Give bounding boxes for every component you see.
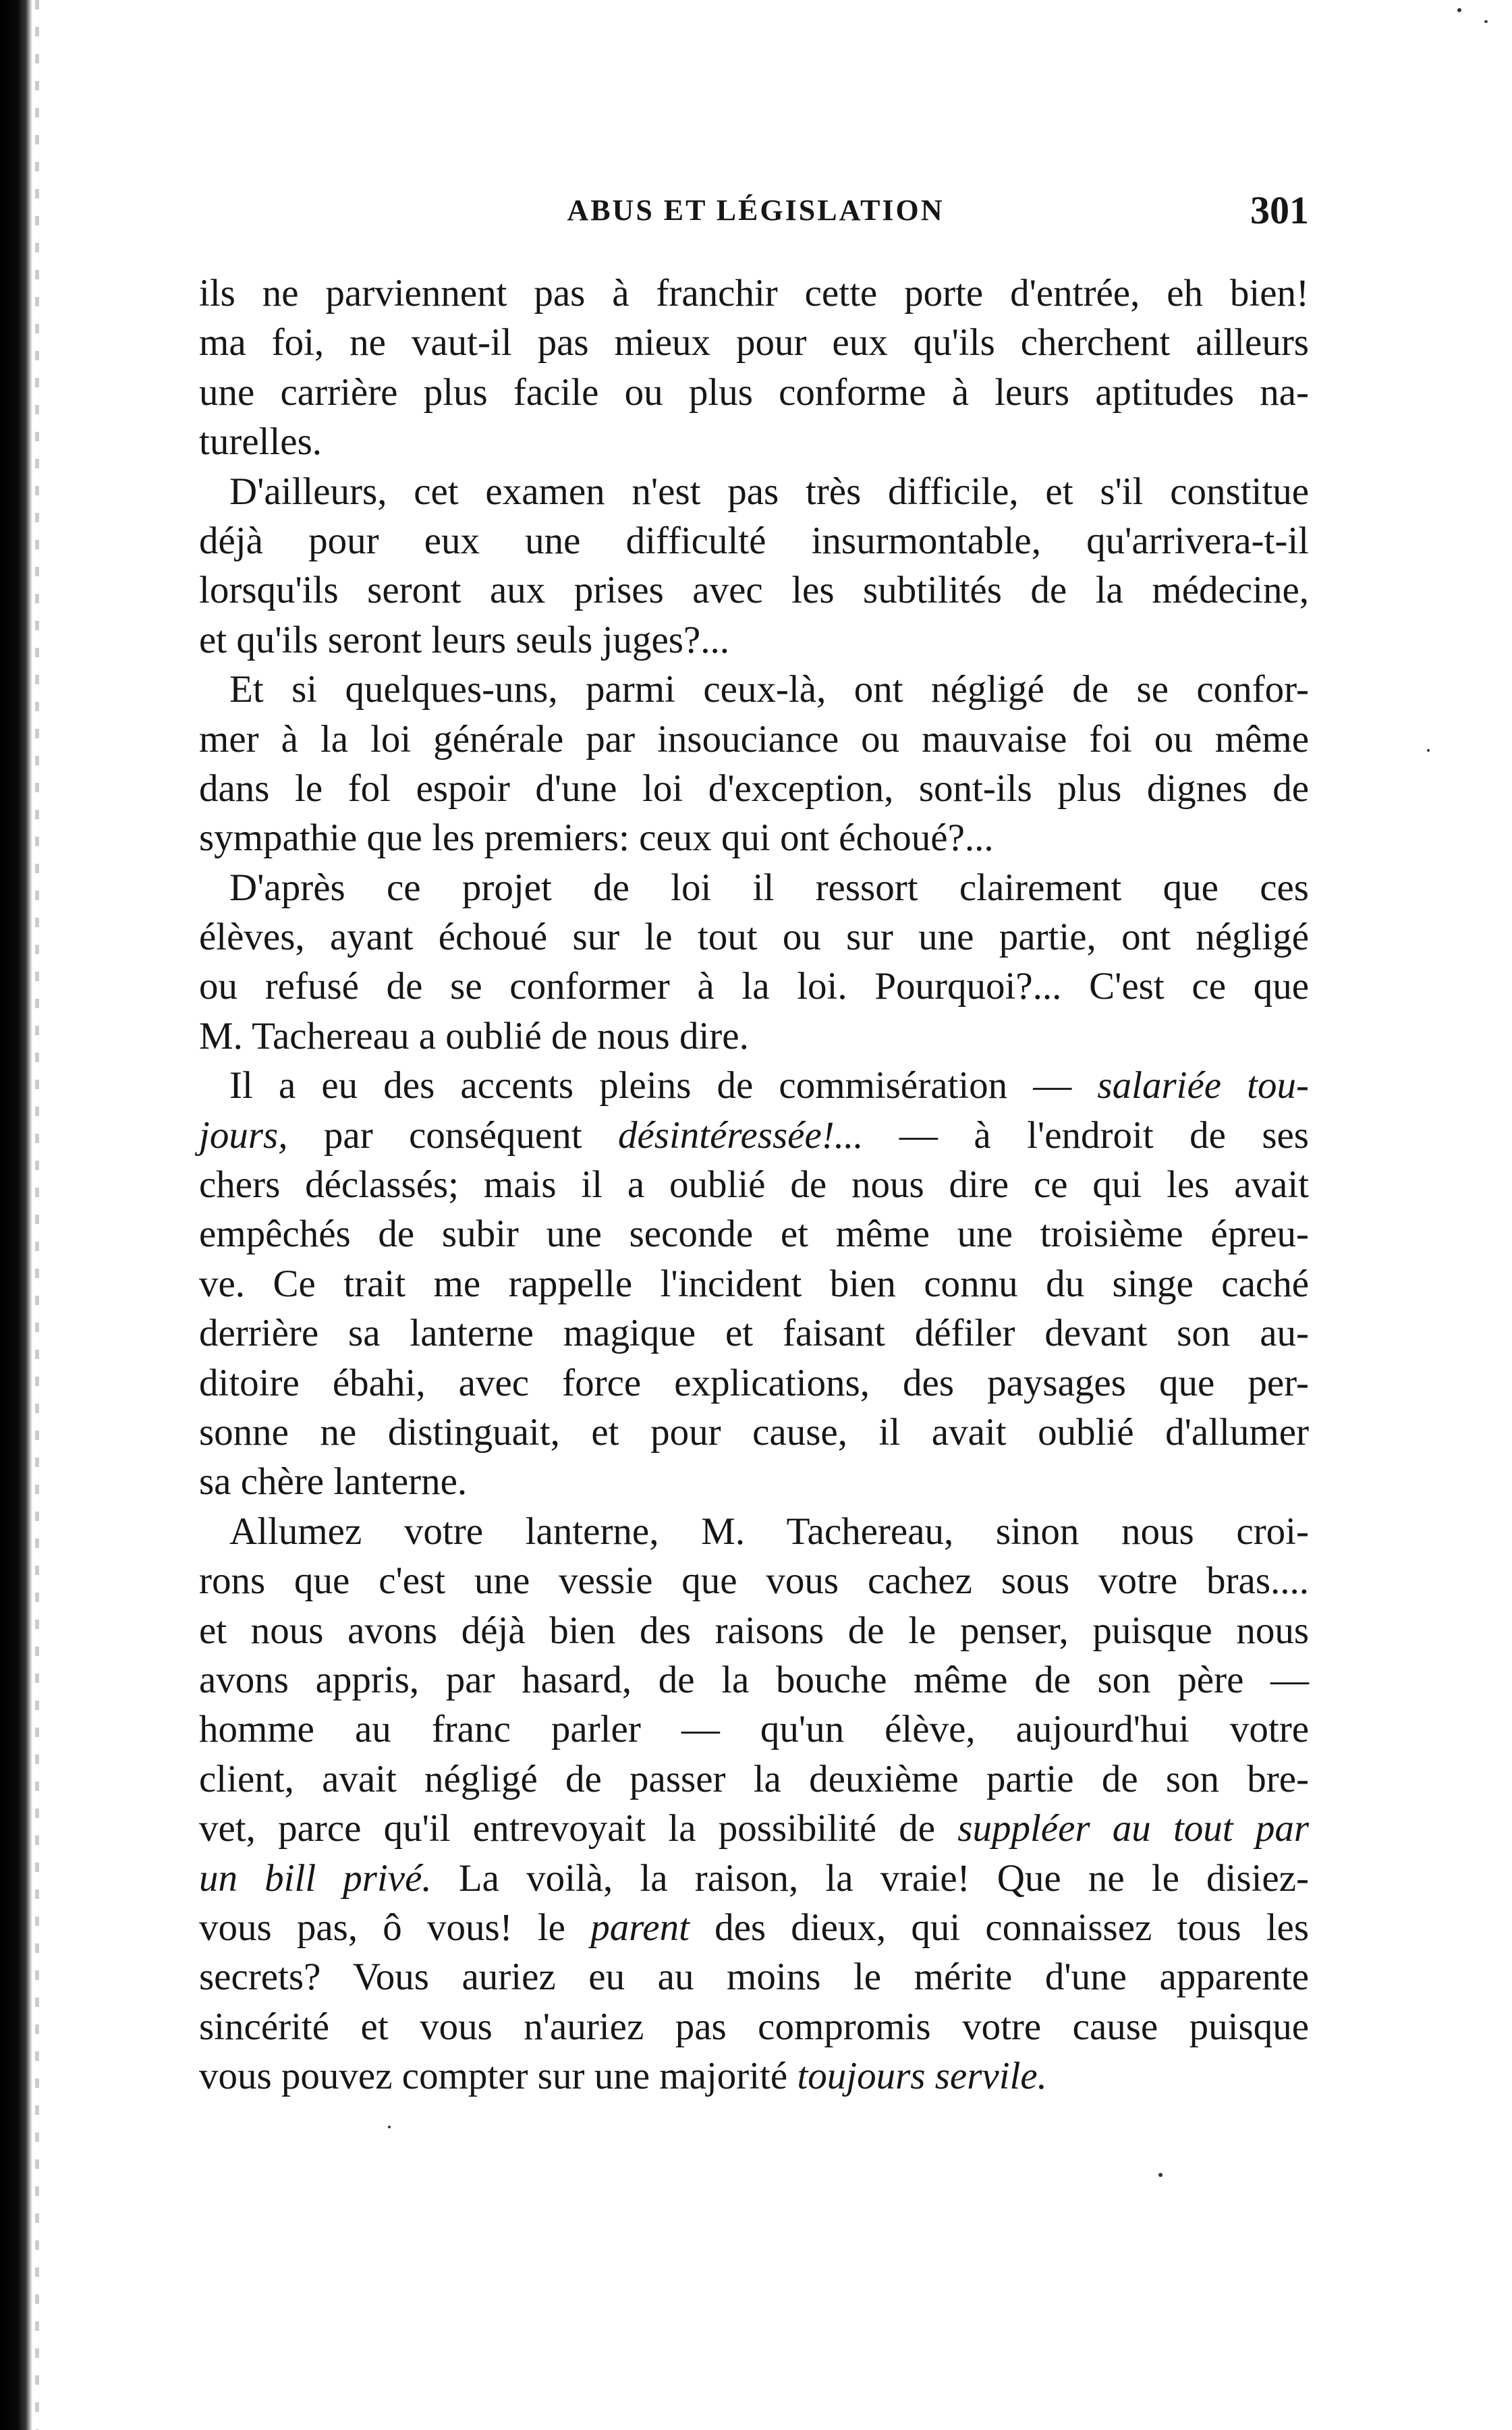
text-run: vous pouvez compter sur une majorité bbox=[199, 2055, 788, 2098]
italic-run: parent bbox=[590, 1906, 690, 1949]
text-line: sympathie que les premiers: ceux qui ont échoué?... bbox=[199, 817, 994, 860]
text-line: sincérité et vous n'auriez pas compromis votre cause puisque bbox=[199, 2005, 1309, 2048]
text-line: empêchés de subir une seconde et même une troisième épreu- bbox=[199, 1213, 1309, 1256]
scan-speck bbox=[1427, 749, 1430, 752]
text-line: avons appris, par hasard, de la bouche même de son père — bbox=[199, 1658, 1309, 1701]
running-title: ABUS ET LÉGISLATION bbox=[567, 194, 945, 227]
italic-run: un bill privé. bbox=[199, 1856, 432, 1900]
text-line bbox=[199, 2051, 1309, 2101]
book-binding-edge bbox=[0, 0, 32, 2430]
italic-run: salariée tou- bbox=[1097, 1064, 1309, 1107]
text-line: ou refusé de se conformer à la loi. Pourquoi?... C'est ce que bbox=[199, 965, 1309, 1008]
text-line: Et si quelques-uns, parmi ceux-là, ont négligé de se confor- bbox=[229, 668, 1309, 711]
text-line: chers déclassés; mais il a oublié de nous dire ce qui les avait bbox=[199, 1163, 1309, 1207]
text-line: Allumez votre lanterne, M. Tachereau, sinon nous croi- bbox=[229, 1510, 1309, 1553]
text-line: secrets? Vous auriez eu au moins le mérite d'une apparente bbox=[199, 1956, 1309, 1999]
text-line: client, avait négligé de passer la deuxième partie de son bre- bbox=[199, 1757, 1309, 1800]
page-number: 301 bbox=[1250, 188, 1309, 232]
text-run: La voilà, la raison, la vraie! Que ne le disiez- bbox=[458, 1856, 1309, 1900]
text-line bbox=[199, 1111, 1309, 1160]
italic-run: toujours servile. bbox=[797, 2055, 1047, 2098]
text-run: par conséquent bbox=[323, 1113, 582, 1157]
text-line: élèves, ayant échoué sur le tout ou sur une partie, ont négligé bbox=[199, 916, 1309, 959]
text-line bbox=[199, 1854, 1309, 1903]
text-line: et qu'ils seront leurs seuls juges?... bbox=[199, 618, 729, 661]
text-line bbox=[199, 1804, 1309, 1853]
scan-speck bbox=[1484, 20, 1488, 23]
text-line bbox=[199, 1903, 1309, 1952]
text-line: homme au franc parler — qu'un élève, aujourd'hui votre bbox=[199, 1708, 1309, 1751]
italic-run: désintéressée!... bbox=[617, 1113, 864, 1157]
text-line: dans le fol espoir d'une loi d'exception, sont-ils plus dignes de bbox=[199, 767, 1309, 810]
text-line: ve. Ce trait me rappelle l'incident bien connu du singe caché bbox=[199, 1262, 1309, 1305]
text-run: des dieux, qui connaissez tous les bbox=[715, 1906, 1310, 1949]
text-line: ils ne parviennent pas à franchir cette porte d'entrée, eh bien! bbox=[199, 272, 1309, 314]
text-line: D'après ce projet de loi il ressort clairement que ces bbox=[229, 866, 1309, 909]
italic-run: jours, bbox=[199, 1113, 288, 1157]
scan-speck bbox=[388, 2126, 391, 2128]
text-run: — à l'endroit de ses bbox=[899, 1113, 1309, 1157]
text-line: lorsqu'ils seront aux prises avec les subtilités de la médecine, bbox=[199, 569, 1309, 612]
scan-speck bbox=[1457, 8, 1461, 12]
text-line: derrière sa lanterne magique et faisant défiler devant son au- bbox=[199, 1312, 1309, 1355]
page-header bbox=[202, 188, 1309, 242]
text-run: vet, parce qu'il entrevoyait la possibilité de bbox=[199, 1807, 936, 1850]
text-line: sa chère lanterne. bbox=[199, 1460, 468, 1503]
text-line: sonne ne distinguait, et pour cause, il avait oublié d'allumer bbox=[199, 1410, 1309, 1454]
text-line: ma foi, ne vaut-il pas mieux pour eux qu'ils cherchent ailleurs bbox=[199, 321, 1309, 364]
text-line: M. Tachereau a oublié de nous dire. bbox=[199, 1014, 749, 1057]
text-line: D'ailleurs, cet examen n'est pas très difficile, et s'il constitue bbox=[229, 470, 1309, 513]
text-line: ditoire ébahi, avec force explications, des paysages que per- bbox=[199, 1361, 1309, 1404]
text-line: déjà pour eux une difficulté insurmontable, qu'arrivera-t-il bbox=[199, 519, 1309, 562]
text-line: rons que c'est une vessie que vous cachez sous votre bras.... bbox=[199, 1559, 1309, 1603]
text-line: une carrière plus facile ou plus conforme à leurs aptitudes na- bbox=[199, 370, 1309, 414]
text-line: et nous avons déjà bien des raisons de le penser, puisque nous bbox=[199, 1609, 1309, 1652]
text-run: vous pas, ô vous! le bbox=[199, 1906, 565, 1949]
italic-run: suppléer au tout par bbox=[957, 1807, 1310, 1850]
text-line: turelles. bbox=[199, 420, 323, 464]
scan-speck bbox=[1158, 2173, 1163, 2177]
body-text bbox=[199, 269, 1309, 2101]
text-line bbox=[199, 1061, 1309, 1110]
text-line: mer à la loi générale par insouciance ou mauvaise foi ou même bbox=[199, 717, 1309, 761]
text-run: Il a eu des accents pleins de commisération — bbox=[229, 1064, 1072, 1107]
